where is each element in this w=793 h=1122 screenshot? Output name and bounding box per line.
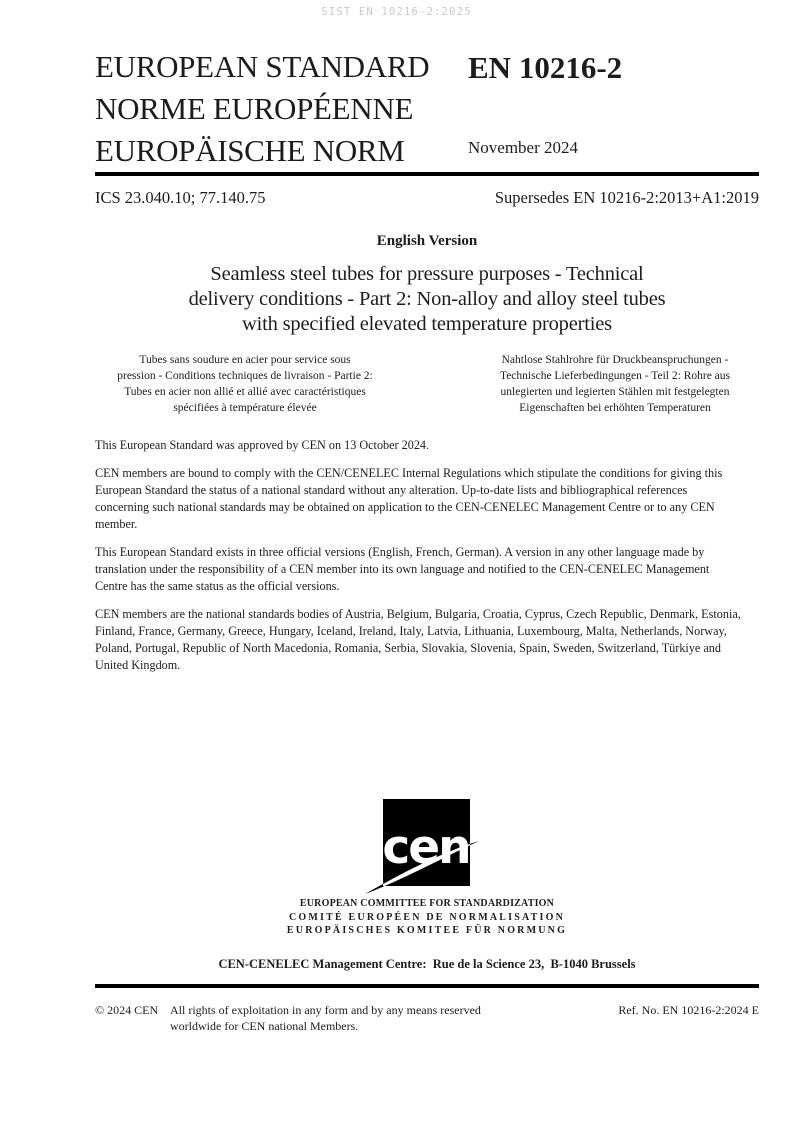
text-line: Nahtlose Stahlrohre für Druckbeanspruchungen -	[501, 354, 729, 366]
committee-caption-en: EUROPEAN COMMITTEE FOR STANDARDIZATION	[299, 898, 555, 909]
text-line: European Standard the status of a national standard without any alteration. Up-to-date lists and bibliographical references	[95, 483, 688, 497]
version-label: English Version	[376, 233, 478, 249]
document-title-french	[95, 352, 395, 416]
management-centre-address: CEN-CENELEC Management Centre: Rue de la Science 23, B-1040 Brussels	[218, 957, 636, 971]
text-line: United Kingdom.	[95, 658, 181, 672]
versions-paragraph	[95, 544, 765, 595]
text-line: member.	[95, 517, 138, 531]
standard-number: EN 10216-2	[468, 50, 623, 85]
text-line: with specified elevated temperature properties	[242, 313, 612, 335]
cen-logo	[364, 796, 481, 897]
standard-language-titles	[95, 49, 495, 178]
publication-date: November 2024	[468, 138, 579, 157]
text-line: EUROPÄISCHE NORM	[95, 133, 405, 168]
text-line: This European Standard was approved by CEN on 13 October 2024.	[95, 438, 430, 452]
text-line: Technische Lieferbedingungen - Teil 2: Rohre aus	[499, 370, 731, 382]
cen-logo-text: cen	[382, 820, 470, 875]
text-line: Centre has the same status as the official versions.	[95, 579, 340, 593]
text-line: Seamless steel tubes for pressure purposes - Technical	[210, 263, 644, 285]
reference-number: Ref. No. EN 10216-2:2024 E	[618, 1003, 759, 1017]
text-line: translation under the responsibility of a CEN member into its own language and notified to the CEN-CENELEC Management	[95, 562, 710, 576]
copyright-notice: © 2024 CEN	[95, 1003, 159, 1017]
document-title-english	[95, 262, 759, 337]
text-line: NORME EUROPÉENNE	[95, 91, 414, 126]
text-line: Tubes sans soudure en acier pour service sous	[139, 354, 351, 366]
text-line: delivery conditions - Part 2: Non-alloy and alloy steel tubes	[188, 288, 666, 310]
regulations-paragraph	[95, 465, 765, 533]
text-line: worldwide for CEN national Members.	[170, 1018, 359, 1033]
text-line: spécifiées à température élevée	[173, 402, 317, 414]
text-line: concerning such national standards may be obtained on application to the CEN-CENELEC Management Centre or to any CEN	[95, 500, 715, 514]
committee-caption-de: EUROPÄISCHES KOMITEE FÜR NORMUNG	[286, 925, 568, 936]
ics-codes: ICS 23.040.10; 77.140.75	[95, 188, 266, 207]
sist-watermark: SIST EN 10216-2:2025	[321, 6, 472, 18]
text-line: CEN members are the national standards bodies of Austria, Belgium, Bulgaria, Croatia, Cyprus, Czech Republic, Denmark, Estonia,	[95, 607, 741, 621]
text-line: unlegierten und legierten Stählen mit festgelegten	[500, 386, 730, 398]
text-line: pression - Conditions techniques de livraison - Partie 2:	[117, 370, 373, 382]
text-line: Tubes en acier non allié et allié avec caractéristiques	[124, 386, 366, 398]
members-paragraph	[95, 606, 765, 674]
text-line: EUROPEAN STANDARD	[95, 49, 430, 84]
supersedes-note: Supersedes EN 10216-2:2013+A1:2019	[494, 188, 759, 207]
header-rule	[95, 172, 759, 176]
document-title-german	[465, 352, 765, 416]
text-line: Finland, France, Germany, Greece, Hungary, Iceland, Ireland, Italy, Latvia, Lithuania, Luxembourg, Malta, Netherlands, Norway,	[95, 624, 727, 638]
text-line: Poland, Portugal, Republic of North Macedonia, Romania, Serbia, Slovakia, Slovenia, Spain, Sweden, Switzerland, Türkiye and	[95, 641, 721, 655]
foreword-paragraphs	[95, 437, 765, 674]
text-line: This European Standard exists in three official versions (English, French, German). A version in any other language made by	[95, 545, 705, 559]
text-line: All rights of exploitation in any form and by any means reserved	[170, 1003, 481, 1017]
text-line: CEN members are bound to comply with the CEN/CENELEC Internal Regulations which stipulate the conditions for giving this	[95, 466, 723, 480]
footer-rule	[95, 984, 759, 988]
committee-captions	[95, 897, 759, 938]
text-line: Eigenschaften bei erhöhten Temperaturen	[519, 402, 711, 414]
committee-caption-fr: COMITÉ EUROPÉEN DE NORMALISATION	[288, 911, 566, 923]
approval-paragraph	[95, 437, 765, 454]
